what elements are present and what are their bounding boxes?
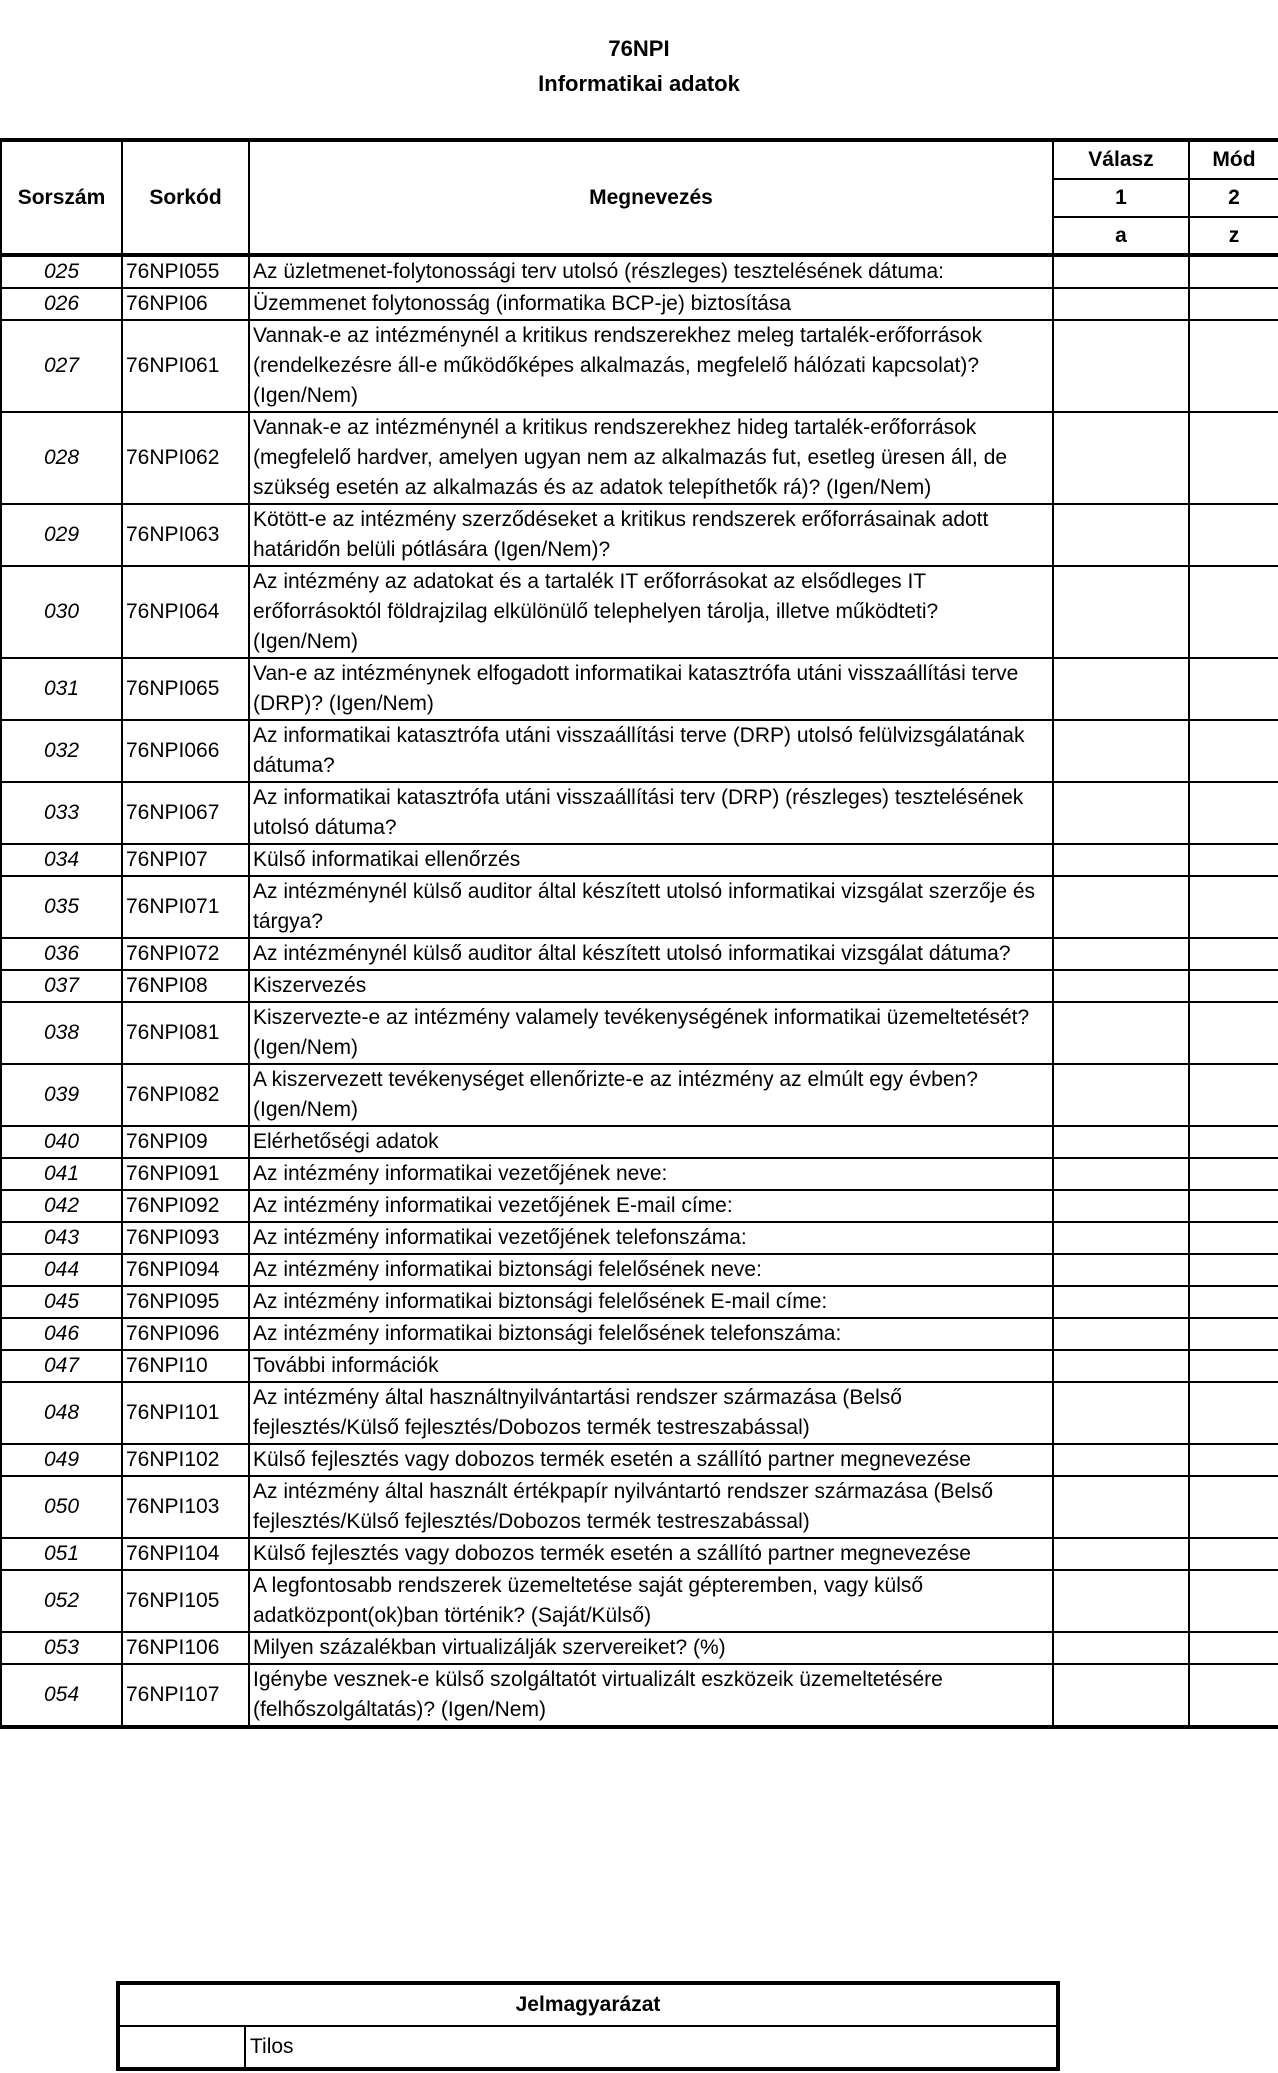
mode-cell[interactable] (1189, 938, 1278, 970)
table-row (1, 720, 1278, 782)
row-number: 029 (1, 504, 122, 566)
row-number: 043 (1, 1222, 122, 1254)
mode-cell[interactable] (1189, 720, 1278, 782)
mode-cell[interactable] (1189, 1632, 1278, 1664)
row-code: 76NPI105 (122, 1570, 249, 1632)
answer-cell[interactable] (1053, 782, 1189, 844)
answer-cell[interactable] (1053, 1318, 1189, 1350)
table-row (1, 1254, 1278, 1286)
table-row (1, 1570, 1278, 1632)
table-row (1, 1444, 1278, 1476)
row-number: 036 (1, 938, 122, 970)
row-code: 76NPI055 (122, 255, 249, 288)
row-description: Igénybe vesznek-e külső szolgáltatót virtualizált eszközeik üzemeltetésére (felhőszolgáltatás)? (Igen/Nem) (249, 1664, 1053, 1726)
answer-cell[interactable] (1053, 876, 1189, 938)
mode-cell[interactable] (1189, 566, 1278, 658)
mode-cell[interactable] (1189, 1476, 1278, 1538)
table-row (1, 1664, 1278, 1726)
header-col2-letter: z (1189, 217, 1278, 255)
row-description: Az intézmény informatikai vezetőjének neve: (249, 1158, 1053, 1190)
table-row (1, 1318, 1278, 1350)
row-code: 76NPI07 (122, 844, 249, 876)
answer-cell[interactable] (1053, 1444, 1189, 1476)
header-sorszam: Sorszám (1, 141, 122, 255)
answer-cell[interactable] (1053, 1350, 1189, 1382)
table-row (1, 938, 1278, 970)
answer-cell[interactable] (1053, 1222, 1189, 1254)
row-code: 76NPI08 (122, 970, 249, 1002)
row-description: Kiszervezés (249, 970, 1053, 1002)
row-description: Az intézmény informatikai vezetőjének E-mail címe: (249, 1190, 1053, 1222)
row-code: 76NPI065 (122, 658, 249, 720)
mode-cell[interactable] (1189, 288, 1278, 320)
table-row (1, 1158, 1278, 1190)
row-description: Külső informatikai ellenőrzés (249, 844, 1053, 876)
mode-cell[interactable] (1189, 1538, 1278, 1570)
mode-cell[interactable] (1189, 1350, 1278, 1382)
answer-cell[interactable] (1053, 844, 1189, 876)
mode-cell[interactable] (1189, 1190, 1278, 1222)
header-megnevezes: Megnevezés (249, 141, 1053, 255)
table-row (1, 288, 1278, 320)
legend-table (118, 1983, 1058, 2069)
row-description: Kiszervezte-e az intézmény valamely tevékenységének informatikai üzemeltetését? (Igen/Nem) (249, 1002, 1053, 1064)
row-description: Az intézmény által használtnyilvántartási rendszer származása (Belső fejlesztés/Külső fejlesztés/Dobozos termék testreszabással) (249, 1382, 1053, 1444)
row-number: 047 (1, 1350, 122, 1382)
row-number: 039 (1, 1064, 122, 1126)
row-code: 76NPI091 (122, 1158, 249, 1190)
legend-title: Jelmagyarázat (119, 1984, 1057, 2026)
row-description: Van-e az intézménynek elfogadott informatikai katasztrófa utáni visszaállítási terve (DRP)? (Igen/Nem) (249, 658, 1053, 720)
row-code: 76NPI062 (122, 412, 249, 504)
mode-cell[interactable] (1189, 1002, 1278, 1064)
header-sorkod: Sorkód (122, 141, 249, 255)
row-code: 76NPI063 (122, 504, 249, 566)
answer-cell[interactable] (1053, 504, 1189, 566)
mode-cell[interactable] (1189, 970, 1278, 1002)
data-table (0, 140, 1278, 1727)
row-description: További információk (249, 1350, 1053, 1382)
legend-swatch (119, 2026, 245, 2068)
table-row (1, 1476, 1278, 1538)
mode-cell[interactable] (1189, 876, 1278, 938)
row-code: 76NPI102 (122, 1444, 249, 1476)
row-description: Az informatikai katasztrófa utáni visszaállítási terv (DRP) (részleges) tesztelésének utolsó dátuma? (249, 782, 1053, 844)
header-valasz: Válasz (1053, 141, 1189, 179)
row-number: 053 (1, 1632, 122, 1664)
row-number: 041 (1, 1158, 122, 1190)
form-title: Informatikai adatok (538, 71, 740, 96)
table-row (1, 320, 1278, 412)
table-row (1, 1126, 1278, 1158)
answer-cell[interactable] (1053, 288, 1189, 320)
answer-cell[interactable] (1053, 1538, 1189, 1570)
row-number: 026 (1, 288, 122, 320)
row-number: 033 (1, 782, 122, 844)
mode-cell[interactable] (1189, 1444, 1278, 1476)
table-row (1, 504, 1278, 566)
row-description: Az intézménynél külső auditor által készített utolsó informatikai vizsgálat szerzője és tárgya? (249, 876, 1053, 938)
row-description: Kötött-e az intézmény szerződéseket a kritikus rendszerek erőforrásainak adott határidőn belüli pótlására (Igen/Nem)? (249, 504, 1053, 566)
row-number: 035 (1, 876, 122, 938)
answer-cell[interactable] (1053, 255, 1189, 288)
mode-cell[interactable] (1189, 320, 1278, 412)
mode-cell[interactable] (1189, 1318, 1278, 1350)
row-number: 031 (1, 658, 122, 720)
table-row (1, 412, 1278, 504)
answer-cell[interactable] (1053, 1632, 1189, 1664)
row-number: 042 (1, 1190, 122, 1222)
table-row (1, 1002, 1278, 1064)
row-code: 76NPI06 (122, 288, 249, 320)
table-row (1, 1190, 1278, 1222)
row-code: 76NPI066 (122, 720, 249, 782)
answer-cell[interactable] (1053, 1570, 1189, 1632)
answer-cell[interactable] (1053, 1254, 1189, 1286)
row-number: 052 (1, 1570, 122, 1632)
row-description: Az intézmény által használt értékpapír nyilvántartó rendszer származása (Belső fejlesztés/Külső fejlesztés/Dobozos termék testreszabással) (249, 1476, 1053, 1538)
table-row (1, 1222, 1278, 1254)
row-description: Az intézmény informatikai vezetőjének telefonszáma: (249, 1222, 1053, 1254)
row-description: Az intézmény az adatokat és a tartalék IT erőforrásokat az elsődleges IT erőforrásoktól földrajzilag elkülönülő telephelyen tárolja, illetve működteti? (Igen/Nem) (249, 566, 1053, 658)
row-description: Az intézmény informatikai biztonsági felelősének E-mail címe: (249, 1286, 1053, 1318)
mode-cell[interactable] (1189, 1570, 1278, 1632)
mode-cell[interactable] (1189, 1254, 1278, 1286)
row-code: 76NPI106 (122, 1632, 249, 1664)
header-mod: Mód (1189, 141, 1278, 179)
table-header (1, 141, 1278, 255)
mode-cell[interactable] (1189, 1126, 1278, 1158)
row-description: Külső fejlesztés vagy dobozos termék esetén a szállító partner megnevezése (249, 1538, 1053, 1570)
table-row (1, 876, 1278, 938)
answer-cell[interactable] (1053, 1002, 1189, 1064)
row-description: Külső fejlesztés vagy dobozos termék esetén a szállító partner megnevezése (249, 1444, 1053, 1476)
row-description: Az informatikai katasztrófa utáni visszaállítási terve (DRP) utolsó felülvizsgálatának dátuma? (249, 720, 1053, 782)
table-row (1, 1538, 1278, 1570)
answer-cell[interactable] (1053, 1158, 1189, 1190)
row-code: 76NPI067 (122, 782, 249, 844)
answer-cell[interactable] (1053, 1476, 1189, 1538)
answer-cell[interactable] (1053, 1382, 1189, 1444)
row-code: 76NPI081 (122, 1002, 249, 1064)
answer-cell[interactable] (1053, 412, 1189, 504)
row-code: 76NPI096 (122, 1318, 249, 1350)
legend-item-label: Tilos (245, 2026, 1057, 2068)
row-code: 76NPI09 (122, 1126, 249, 1158)
table-row (1, 1286, 1278, 1318)
table-row (1, 1382, 1278, 1444)
row-code: 76NPI10 (122, 1350, 249, 1382)
table-row (1, 566, 1278, 658)
table-row (1, 1632, 1278, 1664)
mode-cell[interactable] (1189, 1064, 1278, 1126)
row-description: A kiszervezett tevékenységet ellenőrizte-e az intézmény az elmúlt egy évben? (Igen/Nem) (249, 1064, 1053, 1126)
row-number: 049 (1, 1444, 122, 1476)
form-code: 76NPI (608, 36, 670, 61)
mode-cell[interactable] (1189, 1382, 1278, 1444)
mode-cell[interactable] (1189, 782, 1278, 844)
row-description: Elérhetőségi adatok (249, 1126, 1053, 1158)
table-row (1, 255, 1278, 288)
row-code: 76NPI107 (122, 1664, 249, 1726)
answer-cell[interactable] (1053, 320, 1189, 412)
row-code: 76NPI104 (122, 1538, 249, 1570)
answer-cell[interactable] (1053, 658, 1189, 720)
answer-cell[interactable] (1053, 1664, 1189, 1726)
row-description: A legfontosabb rendszerek üzemeltetése saját gépteremben, vagy külső adatközpont(ok)ban történik? (Saját/Külső) (249, 1570, 1053, 1632)
table-row (1, 1064, 1278, 1126)
row-description: Milyen százalékban virtualizálják szervereiket? (%) (249, 1632, 1053, 1664)
row-number: 044 (1, 1254, 122, 1286)
row-number: 027 (1, 320, 122, 412)
row-number: 045 (1, 1286, 122, 1318)
row-number: 025 (1, 255, 122, 288)
table-row (1, 782, 1278, 844)
mode-cell[interactable] (1189, 844, 1278, 876)
mode-cell[interactable] (1189, 1222, 1278, 1254)
row-code: 76NPI082 (122, 1064, 249, 1126)
mode-cell[interactable] (1189, 1664, 1278, 1726)
row-code: 76NPI103 (122, 1476, 249, 1538)
table-row (1, 658, 1278, 720)
row-code: 76NPI061 (122, 320, 249, 412)
row-number: 040 (1, 1126, 122, 1158)
row-code: 76NPI064 (122, 566, 249, 658)
answer-cell[interactable] (1053, 720, 1189, 782)
mode-cell[interactable] (1189, 255, 1278, 288)
row-number: 032 (1, 720, 122, 782)
row-number: 034 (1, 844, 122, 876)
mode-cell[interactable] (1189, 412, 1278, 504)
table-row (1, 970, 1278, 1002)
row-number: 028 (1, 412, 122, 504)
answer-cell[interactable] (1053, 566, 1189, 658)
table-row (1, 1350, 1278, 1382)
row-code: 76NPI092 (122, 1190, 249, 1222)
mode-cell[interactable] (1189, 1158, 1278, 1190)
answer-cell[interactable] (1053, 1064, 1189, 1126)
row-description: Az intézménynél külső auditor által készített utolsó informatikai vizsgálat dátuma? (249, 938, 1053, 970)
mode-cell[interactable] (1189, 504, 1278, 566)
row-code: 76NPI101 (122, 1382, 249, 1444)
row-number: 050 (1, 1476, 122, 1538)
row-number: 037 (1, 970, 122, 1002)
answer-cell[interactable] (1053, 1126, 1189, 1158)
mode-cell[interactable] (1189, 658, 1278, 720)
row-description: Az intézmény informatikai biztonsági felelősének telefonszáma: (249, 1318, 1053, 1350)
row-description: Vannak-e az intézménynél a kritikus rendszerekhez meleg tartalék-erőforrások (rendelkezésre áll-e működőképes alkalmazás, megfelelő hálózati kapcsolat)? (Igen/Nem) (249, 320, 1053, 412)
row-code: 76NPI093 (122, 1222, 249, 1254)
answer-cell[interactable] (1053, 970, 1189, 1002)
row-number: 030 (1, 566, 122, 658)
row-code: 76NPI072 (122, 938, 249, 970)
header-col1-letter: a (1053, 217, 1189, 255)
row-number: 046 (1, 1318, 122, 1350)
table-row (1, 844, 1278, 876)
row-description: Az üzletmenet-folytonossági terv utolsó (részleges) tesztelésének dátuma: (249, 255, 1053, 288)
row-number: 054 (1, 1664, 122, 1726)
row-code: 76NPI094 (122, 1254, 249, 1286)
row-number: 051 (1, 1538, 122, 1570)
row-description: Az intézmény informatikai biztonsági felelősének neve: (249, 1254, 1053, 1286)
answer-cell[interactable] (1053, 938, 1189, 970)
row-code: 76NPI095 (122, 1286, 249, 1318)
table-body (1, 255, 1278, 1726)
answer-cell[interactable] (1053, 1286, 1189, 1318)
row-number: 048 (1, 1382, 122, 1444)
answer-cell[interactable] (1053, 1190, 1189, 1222)
row-description: Üzemmenet folytonosság (informatika BCP-je) biztosítása (249, 288, 1053, 320)
row-description: Vannak-e az intézménynél a kritikus rendszerekhez hideg tartalék-erőforrások (megfelelő hardver, amelyen ugyan nem az alkalmazás fut, esetleg üresen áll, de szükség esetén az alkalmazás és az adatok telepíthetők rá)? (Igen/Nem) (249, 412, 1053, 504)
row-code: 76NPI071 (122, 876, 249, 938)
row-number: 038 (1, 1002, 122, 1064)
mode-cell[interactable] (1189, 1286, 1278, 1318)
header-col2-number: 2 (1189, 179, 1278, 217)
header-col1-number: 1 (1053, 179, 1189, 217)
